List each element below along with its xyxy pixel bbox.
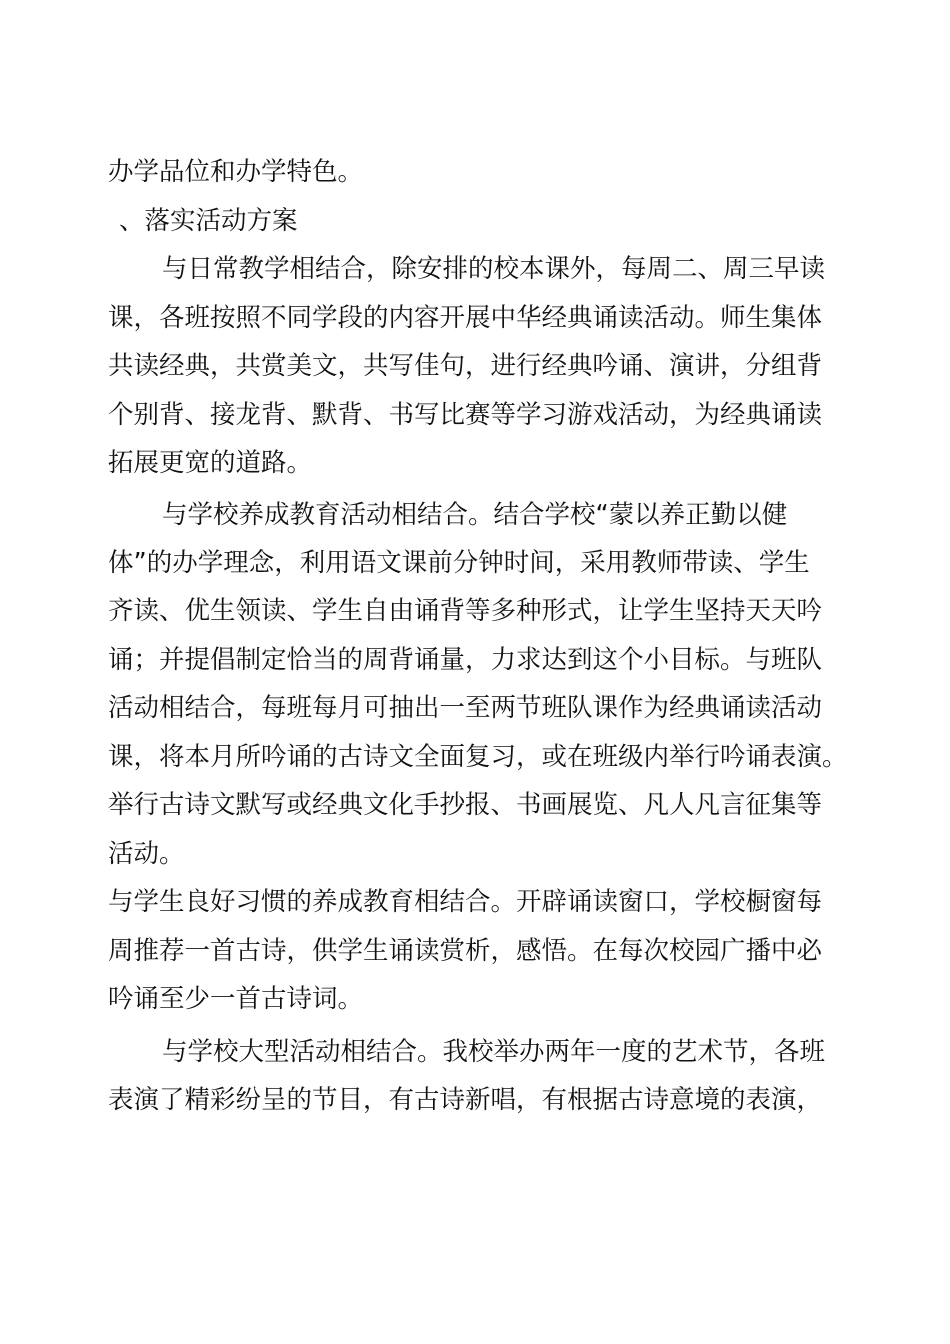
text-line-7: 拓展更宽的道路。 bbox=[108, 448, 313, 478]
text-line-19: 与学校大型活动相结合。我校举办两年一度的艺术节，各班 bbox=[162, 1037, 826, 1067]
text-line-10: 齐读、优生领读、学生自由诵背等多种形式，让学生坚持天天吟 bbox=[108, 596, 823, 626]
text-line-8: 与学校养成教育活动相结合。结合学校“蒙以养正勤以健 bbox=[162, 500, 788, 530]
text-line-18: 吟诵至少一首古诗词。 bbox=[108, 984, 364, 1014]
section-heading: 、落实活动方案 bbox=[119, 206, 298, 236]
text-line-4: 课，各班按照不同学段的内容开展中华经典诵读活动。师生集体 bbox=[108, 303, 823, 333]
text-line-1: 办学品位和办学特色。 bbox=[108, 157, 364, 187]
text-line-17: 周推荐一首古诗，供学生诵读赏析，感悟。在每次校园广播中必 bbox=[108, 936, 823, 966]
text-line-16: 与学生良好习惯的养成教育相结合。开辟诵读窗口，学校橱窗每 bbox=[108, 887, 823, 917]
text-line-5: 共读经典，共赏美文，共写佳句，进行经典吟诵、演讲，分组背 bbox=[108, 351, 823, 381]
text-line-11: 诵；并提倡制定恰当的周背诵量，力求达到这个小目标。与班队 bbox=[108, 645, 823, 675]
text-line-9: 体”的办学理念，利用语文课前分钟时间，采用教师带读、学生 bbox=[108, 548, 810, 578]
text-line-6: 个别背、接龙背、默背、书写比赛等学习游戏活动，为经典诵读 bbox=[108, 400, 823, 430]
text-line-20: 表演了精彩纷呈的节目，有古诗新唱，有根据古诗意境的表演， bbox=[108, 1085, 823, 1115]
text-line-3: 与日常教学相结合，除安排的校本课外，每周二、周三早读 bbox=[162, 254, 826, 284]
text-line-12: 活动相结合，每班每月可抽出一至两节班队课作为经典诵读活动 bbox=[108, 693, 823, 723]
text-line-14: 举行古诗文默写或经典文化手抄报、书画展览、凡人凡言征集等 bbox=[108, 790, 823, 820]
text-line-15: 活动。 bbox=[108, 839, 185, 869]
text-line-13: 课，将本月所吟诵的古诗文全面复习，或在班级内举行吟诵表演。 bbox=[108, 742, 848, 772]
